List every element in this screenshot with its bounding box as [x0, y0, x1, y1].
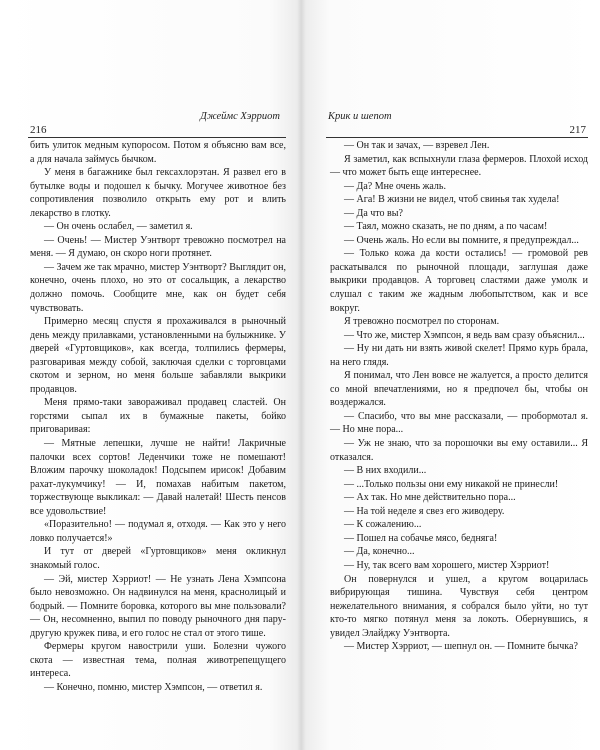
paragraph: — Конечно, помню, мистер Хэмпсон, — ответил я. [44, 681, 263, 693]
paragraph: — Да что вы? [344, 207, 403, 219]
paragraph: — Ну ни дать ни взять живой скелет! Прямо курь брала, на него глядя. [330, 343, 588, 368]
paragraph: Я тревожно посмотрел по сторонам. [344, 316, 500, 328]
right-page-text [330, 139, 588, 654]
paragraph: — В них входили... [344, 465, 427, 477]
paragraph: — Он очень ослабел, — заметил я. [44, 221, 193, 233]
paragraph: — Уж не знаю, что за порошочки вы ему оставили... Я отказался. [330, 438, 588, 463]
paragraph: — Очень! — Мистер Уэнтворт тревожно посмотрел на меня. — Я думаю, он скоро ноги протянет. [30, 234, 286, 260]
right-header-rule [326, 137, 588, 138]
paragraph: — Он так и зачах, — взревел Лен. [344, 140, 490, 151]
paragraph: — Очень жаль. Но если вы помните, я предупреждал... [344, 234, 579, 246]
paragraph: И тут от дверей «Гуртовщиков» меня окликнул знакомый голос. [30, 546, 286, 571]
paragraph: — Что же, мистер Хэмпсон, я ведь вам сразу объяснил... [344, 329, 585, 341]
paragraph: Фермеры кругом навострили уши. Болезни чужого скота — известная тема, полная животрепещущего интереса. [30, 641, 286, 680]
left-running-head: Джеймс Хэрриот [200, 111, 280, 122]
paragraph: — Зачем же так мрачно, мистер Уэнтворт? Выглядит он, конечно, очень плохо, но это от сосальщик, а лекарство должно помочь. Сообщите мне, как он будет себя чувствовать. [30, 261, 286, 314]
paragraph: — Да, конечно... [344, 546, 415, 558]
paragraph: Примерно месяц спустя я прохаживался в рыночный день между прилавками, установленными на булыжнике. У дверей «Гуртовщиков», как всегда, толпились фермеры, разговаривая между собой, заключая сделки с торговцами скотом и зерном, но меня больше забавляли выкрики продавцов. [30, 316, 286, 395]
paragraph: — Мистер Хэрриот, — шепнул он. — Помните бычка? [344, 641, 578, 653]
paragraph: — Эй, мистер Хэрриот! — Не узнать Лена Хэмпсона было невозможно. Он надвинулся на меня, краснолицый и бодрый. — Помните боровка, которого вы мне пользовали? — Он, несомненно, выпил по поводу рыночного дня пару-другую кружек пива, и его голос не стал от этого тише. [30, 573, 286, 639]
paragraph: — Пошел на собачье мясо, бедняга! [344, 532, 498, 544]
right-page [300, 0, 600, 750]
paragraph: — Спасибо, что вы мне рассказали, — пробормотал я. — Но мне пора... [330, 410, 588, 436]
left-header-rule [28, 137, 286, 138]
left-page-text [30, 139, 286, 694]
paragraph: «Поразительно! — подумал я, отходя. — Как это у него ловко получается!» [30, 519, 286, 544]
paragraph: — Да? Мне очень жаль. [344, 180, 446, 192]
paragraph: Меня прямо-таки завораживал продавец сластей. Он горстями сыпал их в бумажные пакеты, бойко приговаривая: [30, 397, 286, 436]
paragraph: — Мятные лепешки, лучше не найти! Лакричные палочки всех сортов! Леденчики тоже не помешают! Вложим парочку шоколадок! Подсыпем ирисок! Добавим рахат-лукумчику! — И, помахав набитым пакетом, торжествующе выкликал: — Давай налетай! Шесть пенсов все удовольствие! [30, 438, 286, 517]
paragraph: — Только кожа да кости остались! — громовой рев раскатывался по рыночной площади, заглушая даже выкрики продавцов. А торговец сластями даже умолк и слушал с таким же жадным любопытством, как и все вокруг. [330, 248, 588, 314]
paragraph: — Ах так. Но мне действительно пора... [344, 492, 516, 504]
right-running-head: Крик и шепот [328, 111, 392, 122]
paragraph: — К сожалению... [344, 519, 422, 531]
paragraph: — Ну, так всего вам хорошего, мистер Хэрриот! [344, 559, 550, 571]
paragraph: Я заметил, как вспыхнули глаза фермеров. Плохой исход — что может быть еще интереснее. [330, 153, 588, 179]
paragraph: — На той неделе я свез его живодеру. [344, 505, 505, 517]
left-page-number: 216 [30, 124, 47, 136]
paragraph: — Таял, можно сказать, не по дням, а по часам! [344, 221, 548, 233]
paragraph: У меня в багажнике был гексахлорэтан. Я развел его в бутылке воды и подошел к бычку. Могучее животное без сопротивления позволило открыть ему рот и влить лекарство в глотку. [30, 167, 286, 219]
paragraph: Он повернулся и ушел, а кругом воцарилась вибрирующая тишина. Чувствуя себя центром нежелательного внимания, я собрался было уйти, но тут кто-то мягко потянул меня за локоть. Обернувшись, я увидел Элайджу Уэнтворта. [330, 573, 588, 639]
paragraph: бить улиток медным купоросом. Потом я объясню вам все, а для начала займусь бычком. [30, 140, 286, 165]
paragraph: — Ага! В жизни не видел, чтоб свинья так худела! [344, 194, 560, 206]
right-page-number: 217 [569, 124, 586, 136]
paragraph: — ...Только пользы они ему никакой не принесли! [344, 478, 559, 490]
paragraph: Я понимал, что Лен вовсе не жалуется, а просто делится со мной впечатлениями, но я предпочел бы, чтобы он воздержался. [330, 370, 588, 409]
